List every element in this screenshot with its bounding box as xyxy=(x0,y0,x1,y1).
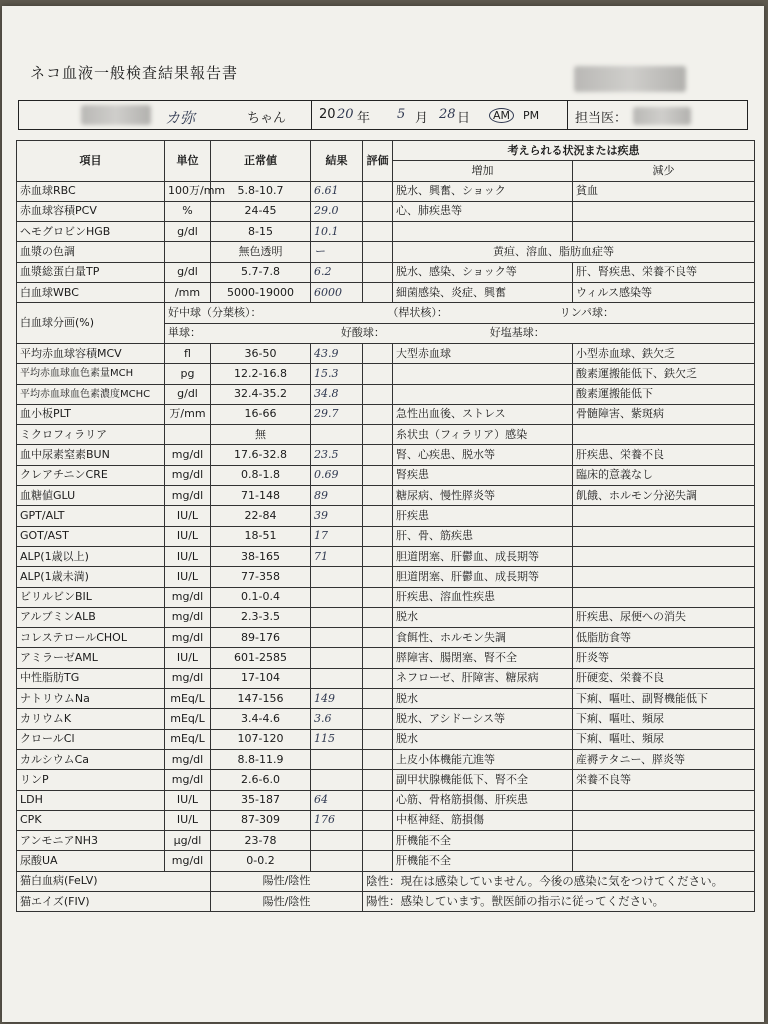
item-normal-range: 32.4-35.2 xyxy=(211,384,311,404)
item-increase: 心、肺疾患等 xyxy=(393,201,573,221)
item-normal-range: 38-165 xyxy=(211,546,311,566)
item-eval xyxy=(363,526,393,546)
item-increase: 脱水 xyxy=(393,729,573,749)
item-eval xyxy=(363,506,393,526)
item-name: クレアチニンCRE xyxy=(17,465,165,485)
item-name: 血中尿素窒素BUN xyxy=(17,445,165,465)
item-increase: 脱水、興奮、ショック xyxy=(393,181,573,201)
table-row xyxy=(17,364,755,384)
item-normal-range: 8.8-11.9 xyxy=(211,749,311,769)
item-eval xyxy=(363,851,393,871)
item-result xyxy=(311,851,363,871)
item-result: 64 xyxy=(311,790,363,810)
item-normal-range: 22-84 xyxy=(211,506,311,526)
item-name: ミクロフィラリア xyxy=(17,425,165,445)
nichi-label: 日 xyxy=(457,111,471,126)
table-row xyxy=(17,465,755,485)
item-result: 6.2 xyxy=(311,262,363,282)
date-day: 28 xyxy=(439,107,456,122)
item-name: カリウムK xyxy=(17,709,165,729)
item-decrease: 骨髄障害、紫斑病 xyxy=(573,404,755,424)
table-header-row xyxy=(17,141,755,161)
item-name: GPT/ALT xyxy=(17,506,165,526)
chan-suffix: ちゃん xyxy=(247,111,287,126)
results-table xyxy=(16,140,755,912)
item-increase: 大型赤血球 xyxy=(393,343,573,363)
item-name: リンP xyxy=(17,770,165,790)
item-eval xyxy=(363,181,393,201)
item-decrease: 肝、腎疾患、栄養不良等 xyxy=(573,262,755,282)
table-row xyxy=(17,749,755,769)
nen-label: 年 xyxy=(357,111,371,126)
item-eval xyxy=(363,749,393,769)
item-increase: 黄疸、溶血、脂肪血症等 xyxy=(393,242,755,262)
item-name: 赤血球容積PCV xyxy=(17,201,165,221)
item-decrease xyxy=(573,201,755,221)
item-decrease: 飢餓、ホルモン分泌失調 xyxy=(573,486,755,506)
table-row xyxy=(17,709,755,729)
item-decrease xyxy=(573,425,755,445)
item-eval xyxy=(363,486,393,506)
item-decrease: 酸素運搬能低下、鉄欠乏 xyxy=(573,364,755,384)
item-unit: /mm xyxy=(165,283,211,303)
item-increase: 心筋、骨格筋損傷、肝疾患 xyxy=(393,790,573,810)
item-name: ナトリウムNa xyxy=(17,689,165,709)
item-name: 血小板PLT xyxy=(17,404,165,424)
col-eval: 評価 xyxy=(363,141,393,182)
item-normal-range: 601-2585 xyxy=(211,648,311,668)
table-row xyxy=(17,425,755,445)
item-decrease: 酸素運搬能低下 xyxy=(573,384,755,404)
item-eval xyxy=(363,404,393,424)
item-decrease: 肝疾患、尿便への消失 xyxy=(573,607,755,627)
item-name: LDH xyxy=(17,790,165,810)
item-normal-range: 17-104 xyxy=(211,668,311,688)
table-row xyxy=(17,262,755,282)
item-eval xyxy=(363,790,393,810)
item-normal-range: 18-51 xyxy=(211,526,311,546)
item-unit: g/dl xyxy=(165,262,211,282)
item-name: 尿酸UA xyxy=(17,851,165,871)
item-increase: 食餌性、ホルモン失調 xyxy=(393,628,573,648)
item-eval xyxy=(363,709,393,729)
item-decrease: 栄養不良等 xyxy=(573,770,755,790)
item-unit: mg/dl xyxy=(165,851,211,871)
item-decrease: 貧血 xyxy=(573,181,755,201)
item-increase xyxy=(393,222,573,242)
item-name: 血漿の色調 xyxy=(17,242,165,262)
item-result xyxy=(311,831,363,851)
table-row xyxy=(17,404,755,424)
item-unit: IU/L xyxy=(165,526,211,546)
differential-mono-eosino-baso: 単球： 好酸球： 好塩基球： xyxy=(165,323,755,343)
item-decrease xyxy=(573,810,755,830)
col-item: 項目 xyxy=(17,141,165,182)
item-decrease xyxy=(573,506,755,526)
fiv-result: 陽性/陰性 xyxy=(211,891,363,911)
table-row xyxy=(17,343,755,363)
report-title: ネコ血液一般検査結果報告書 xyxy=(30,64,239,82)
item-unit xyxy=(165,425,211,445)
item-unit: mEq/L xyxy=(165,709,211,729)
item-name: ヘモグロビンHGB xyxy=(17,222,165,242)
item-normal-range: 23-78 xyxy=(211,831,311,851)
pet-name: カ弥 xyxy=(165,109,196,127)
item-result xyxy=(311,770,363,790)
table-row xyxy=(17,242,755,262)
item-decrease xyxy=(573,831,755,851)
item-name: アルブミンALB xyxy=(17,607,165,627)
item-normal-range: 3.4-4.6 xyxy=(211,709,311,729)
differential-neutrophil-band-lymph: 好中球（分葉核）： （桿状核）： リンパ球： xyxy=(165,303,755,323)
item-eval xyxy=(363,445,393,465)
item-eval xyxy=(363,262,393,282)
item-result: 17 xyxy=(311,526,363,546)
item-name: 中性脂肪TG xyxy=(17,668,165,688)
item-name: クロールCl xyxy=(17,729,165,749)
item-result: 115 xyxy=(311,729,363,749)
vet-label: 担当医： xyxy=(575,111,628,126)
item-decrease xyxy=(573,790,755,810)
item-result xyxy=(311,425,363,445)
item-normal-range: 無 xyxy=(211,425,311,445)
item-name: 赤血球RBC xyxy=(17,181,165,201)
table-row xyxy=(17,790,755,810)
item-normal-range: 107-120 xyxy=(211,729,311,749)
item-increase: 肝疾患 xyxy=(393,506,573,526)
item-unit: mg/dl xyxy=(165,607,211,627)
negative-note: 陰性：現在は感染していません。今後の感染に気をつけてください。 xyxy=(363,871,755,891)
col-result: 結果 xyxy=(311,141,363,182)
table-row xyxy=(17,201,755,221)
item-eval xyxy=(363,770,393,790)
table-row xyxy=(17,384,755,404)
table-row xyxy=(17,222,755,242)
item-normal-range: 17.6-32.8 xyxy=(211,445,311,465)
item-name: ALP(1歳未満) xyxy=(17,567,165,587)
item-eval xyxy=(363,689,393,709)
item-normal-range: 0.1-0.4 xyxy=(211,587,311,607)
item-eval xyxy=(363,283,393,303)
item-result: 176 xyxy=(311,810,363,830)
table-row xyxy=(17,181,755,201)
item-increase: 脱水、アシドーシス等 xyxy=(393,709,573,729)
item-normal-range: 5.8-10.7 xyxy=(211,181,311,201)
vet-name-redacted xyxy=(633,107,691,125)
item-name: 平均赤血球血色素濃度MCHC xyxy=(17,384,165,404)
item-eval xyxy=(363,242,393,262)
item-name: GOT/AST xyxy=(17,526,165,546)
table-row xyxy=(17,648,755,668)
item-unit: fl xyxy=(165,343,211,363)
item-unit: mg/dl xyxy=(165,465,211,485)
item-increase: 脱水、感染、ショック等 xyxy=(393,262,573,282)
item-result: 0.69 xyxy=(311,465,363,485)
item-increase xyxy=(393,384,573,404)
table-row xyxy=(17,567,755,587)
item-decrease: 肝炎等 xyxy=(573,648,755,668)
item-result xyxy=(311,668,363,688)
item-eval xyxy=(363,729,393,749)
table-row xyxy=(17,628,755,648)
item-result: 29.7 xyxy=(311,404,363,424)
item-unit xyxy=(165,242,211,262)
item-unit: g/dl xyxy=(165,384,211,404)
item-eval xyxy=(363,546,393,566)
item-unit: pg xyxy=(165,364,211,384)
item-normal-range: 71-148 xyxy=(211,486,311,506)
item-unit: IU/L xyxy=(165,648,211,668)
item-increase: 肝疾患、溶血性疾患 xyxy=(393,587,573,607)
item-eval xyxy=(363,343,393,363)
gatsu-label: 月 xyxy=(415,111,429,126)
item-name: アミラーゼAML xyxy=(17,648,165,668)
item-increase: 脱水 xyxy=(393,607,573,627)
item-unit: mg/dl xyxy=(165,587,211,607)
table-row xyxy=(17,587,755,607)
item-unit: mEq/L xyxy=(165,729,211,749)
positive-note: 陽性：感染しています。獣医師の指示に従ってください。 xyxy=(363,891,755,911)
item-decrease: 肝疾患、栄養不良 xyxy=(573,445,755,465)
item-normal-range: 5000-19000 xyxy=(211,283,311,303)
item-result: 43.9 xyxy=(311,343,363,363)
item-result xyxy=(311,567,363,587)
item-normal-range: 35-187 xyxy=(211,790,311,810)
item-result xyxy=(311,587,363,607)
item-increase xyxy=(393,364,573,384)
item-unit: mg/dl xyxy=(165,445,211,465)
col-unit: 単位 xyxy=(165,141,211,182)
fiv-row xyxy=(17,891,755,911)
col-increase: 増加 xyxy=(393,161,573,181)
item-eval xyxy=(363,810,393,830)
item-result: 39 xyxy=(311,506,363,526)
item-decrease xyxy=(573,546,755,566)
table-row xyxy=(17,607,755,627)
item-decrease: 下痢、嘔吐、頻尿 xyxy=(573,729,755,749)
item-result xyxy=(311,749,363,769)
item-normal-range: 8-15 xyxy=(211,222,311,242)
item-name: アンモニアNH3 xyxy=(17,831,165,851)
item-name: CPK xyxy=(17,810,165,830)
item-result: 34.8 xyxy=(311,384,363,404)
item-decrease: 下痢、嘔吐、副腎機能低下 xyxy=(573,689,755,709)
item-increase: 胆道閉塞、肝鬱血、成長期等 xyxy=(393,546,573,566)
col-decrease: 減少 xyxy=(573,161,755,181)
item-increase: 糸状虫（フィラリア）感染 xyxy=(393,425,573,445)
item-decrease: 下痢、嘔吐、頻尿 xyxy=(573,709,755,729)
item-result: 10.1 xyxy=(311,222,363,242)
item-normal-range: 77-358 xyxy=(211,567,311,587)
col-normal: 正常値 xyxy=(211,141,311,182)
table-row xyxy=(17,810,755,830)
item-eval xyxy=(363,567,393,587)
item-decrease: 臨床的意義なし xyxy=(573,465,755,485)
date-year: 20 xyxy=(337,107,354,122)
item-decrease xyxy=(573,851,755,871)
table-row xyxy=(17,445,755,465)
item-normal-range: 0-0.2 xyxy=(211,851,311,871)
table-row xyxy=(17,851,755,871)
item-unit: IU/L xyxy=(165,546,211,566)
item-normal-range: 無色透明 xyxy=(211,242,311,262)
item-unit: IU/L xyxy=(165,567,211,587)
item-unit: mg/dl xyxy=(165,668,211,688)
table-row xyxy=(17,689,755,709)
item-result: 149 xyxy=(311,689,363,709)
item-eval xyxy=(363,465,393,485)
item-increase: 急性出血後、ストレス xyxy=(393,404,573,424)
item-result: ー xyxy=(311,242,363,262)
item-normal-range: 16-66 xyxy=(211,404,311,424)
table-row xyxy=(17,506,755,526)
item-unit: mg/dl xyxy=(165,628,211,648)
differential-label: 白血球分画(%) xyxy=(17,303,165,344)
item-unit: 100万/mm xyxy=(165,181,211,201)
item-eval xyxy=(363,628,393,648)
differential-row-1 xyxy=(17,303,755,323)
item-decrease: 低脂肪食等 xyxy=(573,628,755,648)
date-month: 5 xyxy=(397,107,406,122)
item-result: 71 xyxy=(311,546,363,566)
col-conditions: 考えられる状況または疾患 xyxy=(393,141,755,161)
item-increase: 細菌感染、炎症、興奮 xyxy=(393,283,573,303)
item-result xyxy=(311,648,363,668)
item-eval xyxy=(363,384,393,404)
item-increase: 中枢神経、筋損傷 xyxy=(393,810,573,830)
item-eval xyxy=(363,607,393,627)
item-normal-range: 2.3-3.5 xyxy=(211,607,311,627)
felv-label: 猫白血病(FeLV) xyxy=(17,871,211,891)
item-unit: 万/mm xyxy=(165,404,211,424)
am-circled: AM xyxy=(489,108,514,123)
patient-header xyxy=(18,100,748,130)
item-normal-range: 5.7-7.8 xyxy=(211,262,311,282)
table-row xyxy=(17,546,755,566)
table-row xyxy=(17,526,755,546)
item-decrease: 産褥テタニー、膵炎等 xyxy=(573,749,755,769)
item-increase: 脱水 xyxy=(393,689,573,709)
item-normal-range: 24-45 xyxy=(211,201,311,221)
item-increase: 胆道閉塞、肝鬱血、成長期等 xyxy=(393,567,573,587)
felv-result: 陽性/陰性 xyxy=(211,871,363,891)
item-increase: 上皮小体機能亢進等 xyxy=(393,749,573,769)
item-unit: % xyxy=(165,201,211,221)
item-result: 23.5 xyxy=(311,445,363,465)
item-increase: 膵障害、腸閉塞、腎不全 xyxy=(393,648,573,668)
item-result: 6.61 xyxy=(311,181,363,201)
table-row xyxy=(17,668,755,688)
item-eval xyxy=(363,648,393,668)
table-row xyxy=(17,770,755,790)
item-normal-range: 12.2-16.8 xyxy=(211,364,311,384)
item-eval xyxy=(363,587,393,607)
item-name: ビリルビンBIL xyxy=(17,587,165,607)
item-decrease xyxy=(573,526,755,546)
owner-name-redacted xyxy=(81,105,151,125)
felv-row xyxy=(17,871,755,891)
item-unit: mg/dl xyxy=(165,486,211,506)
item-normal-range: 147-156 xyxy=(211,689,311,709)
item-normal-range: 89-176 xyxy=(211,628,311,648)
item-unit: IU/L xyxy=(165,790,211,810)
item-increase: 肝機能不全 xyxy=(393,831,573,851)
table-row xyxy=(17,729,755,749)
item-eval xyxy=(363,364,393,384)
item-increase: ネフローゼ、肝障害、糖尿病 xyxy=(393,668,573,688)
item-increase: 肝機能不全 xyxy=(393,851,573,871)
item-decrease: 肝硬変、栄養不良 xyxy=(573,668,755,688)
item-unit: mEq/L xyxy=(165,689,211,709)
item-eval xyxy=(363,831,393,851)
item-unit: mg/dl xyxy=(165,749,211,769)
item-decrease xyxy=(573,222,755,242)
item-eval xyxy=(363,222,393,242)
item-unit: g/dl xyxy=(165,222,211,242)
item-name: コレステロールCHOL xyxy=(17,628,165,648)
pm-label: PM xyxy=(523,109,540,122)
item-name: 平均赤血球血色素量MCH xyxy=(17,364,165,384)
report-paper xyxy=(2,6,764,1022)
item-decrease: 小型赤血球、鉄欠乏 xyxy=(573,343,755,363)
item-eval xyxy=(363,425,393,445)
item-result: 15.3 xyxy=(311,364,363,384)
item-increase: 糖尿病、慢性膵炎等 xyxy=(393,486,573,506)
date-year-prefix: 20 xyxy=(319,107,336,122)
item-increase: 肝、骨、筋疾患 xyxy=(393,526,573,546)
item-unit: IU/L xyxy=(165,810,211,830)
item-normal-range: 0.8-1.8 xyxy=(211,465,311,485)
item-unit: IU/L xyxy=(165,506,211,526)
item-name: 血漿総蛋白量TP xyxy=(17,262,165,282)
item-name: カルシウムCa xyxy=(17,749,165,769)
item-unit: μg/dl xyxy=(165,831,211,851)
item-name: 平均赤血球容積MCV xyxy=(17,343,165,363)
item-increase: 副甲状腺機能低下、腎不全 xyxy=(393,770,573,790)
item-result: 6000 xyxy=(311,283,363,303)
item-increase: 腎疾患 xyxy=(393,465,573,485)
item-result: 29.0 xyxy=(311,201,363,221)
table-row xyxy=(17,486,755,506)
item-decrease: ウィルス感染等 xyxy=(573,283,755,303)
item-eval xyxy=(363,201,393,221)
item-normal-range: 36-50 xyxy=(211,343,311,363)
fiv-label: 猫エイズ(FIV) xyxy=(17,891,211,911)
item-increase: 腎、心疾患、脱水等 xyxy=(393,445,573,465)
table-row xyxy=(17,831,755,851)
item-result xyxy=(311,628,363,648)
item-eval xyxy=(363,668,393,688)
item-decrease xyxy=(573,587,755,607)
item-name: 血糖値GLU xyxy=(17,486,165,506)
clinic-name-redacted xyxy=(574,66,686,92)
results-body xyxy=(17,141,755,912)
item-result: 3.6 xyxy=(311,709,363,729)
item-normal-range: 2.6-6.0 xyxy=(211,770,311,790)
item-unit: mg/dl xyxy=(165,770,211,790)
item-result: 89 xyxy=(311,486,363,506)
item-name: 白血球WBC xyxy=(17,283,165,303)
item-decrease xyxy=(573,567,755,587)
table-row xyxy=(17,283,755,303)
item-normal-range: 87-309 xyxy=(211,810,311,830)
item-result xyxy=(311,607,363,627)
item-name: ALP(1歳以上) xyxy=(17,546,165,566)
